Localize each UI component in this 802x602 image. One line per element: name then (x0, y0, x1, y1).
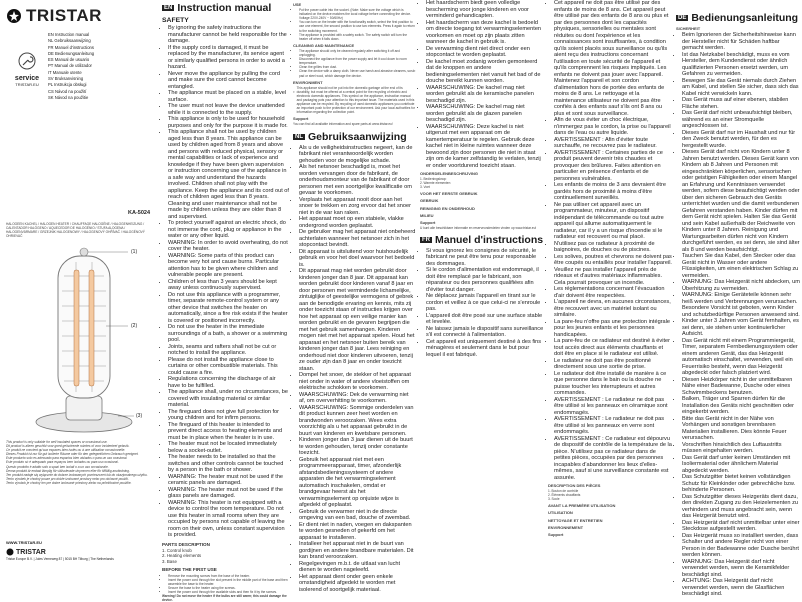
en-before-heading: BEFORE THE FIRST USE (162, 567, 217, 573)
list-item: • Insert the power cord through the available slots and then fix it by the screws. (168, 590, 289, 594)
usage-warning: Dit product is alleen geschikt voor goed geïsoleerde ruimtes of voor incidenteel gebruik. (6, 444, 130, 449)
nl-support-text: U kunt alle beschikbare informatie en reserveonderdelen vinden op www.tristar.eu! (420, 225, 537, 230)
nl-use-heading: GEBRUIK (420, 198, 439, 204)
en-environment-heading: ENVIRONMENT (293, 79, 323, 85)
list-item: • De kachel moet zodanig worden gemonteerd dat de knoppen en andere bedieningselementen niet vanuit het bad of de douche bereikt kunnen worden. (426, 59, 544, 85)
list-item: • Balken, Träger und Sparren dürfen für die Installation des Geräts nicht geschnitten oder eingekerbt werden. (682, 396, 800, 416)
list-item: • Do not use this appliance with a programmer, timer, separate remote-control system or any other device that switches the heater on automatically, since a fire risk exists if the heater is covered or positioned incorrectly. (168, 292, 289, 325)
part-item: 2. Éléments chauffants (548, 493, 581, 498)
usage-warning: This product is only suitable for well insulated spaces or occasional use. (6, 440, 108, 444)
list-item: • AVERTISSEMENT : Le radiateur ne doit pas être utilisé si les panneaux en verre sont endommagés. (554, 416, 672, 436)
list-item: • You can turn on the heater with the functionality switch, select the first position to use one element, the second position to use two elements. Press it again to return to the switching movement. (299, 20, 416, 32)
footer-brand: TRISTAR (16, 548, 46, 556)
en-support-heading: Support (293, 116, 309, 122)
part-item: 1. Bedieningsknop (420, 177, 447, 182)
list-item: • Das Schutzgitter bietet keinen vollständigen Schutz für Kleinkinder oder gebrechliche bzw. behinderte Personen. (682, 474, 800, 494)
list-item: • Dit apparaat is uitsluitend voor huishoudelijk gebruik en voor het doel waarvoor het bedoeld is. (299, 249, 416, 269)
de-safety-heading: SICHERHEIT (676, 26, 701, 31)
list-item: • Disconnect the appliance from the power supply and let it cool down to room temperature. (299, 57, 416, 65)
fr-clean-heading: NETTOYAGE ET ENTRETIEN (548, 517, 603, 523)
list-item: • Les enfants de moins de 3 ans devraient être gardés hors de proximité à moins d'être continuellement surveillés. (554, 182, 672, 202)
list-item: • Das Gerät darf unter keinen Umständen mit Isoliermaterial oder ähnlichem Material abgedeckt werden. (682, 455, 800, 475)
list-item: • Als u de veiligheidsinstructies negeert, kan de fabrikant niet verantwoordelijk worden gehouden voor de mogelijke schade. (299, 145, 416, 165)
language-item[interactable]: CS Návod na použití (48, 88, 87, 94)
en-before-list (162, 574, 289, 594)
list-item: • Veuillez ne pas installer l'appareil près de rideaux et d'autres matériaux inflammables. Cela pourrait provoquer un incendie. (554, 267, 672, 287)
language-item[interactable]: NL Gebruiksaanwijzing (48, 38, 91, 44)
list-item: • AVERTISSEMENT : Afin d'éviter toute surchauffe, ne recouvrez pas le radiateur. (554, 137, 672, 150)
part-item: 1. Bouton de contrôle (548, 489, 579, 494)
list-item: • Diesen Heizkörper nicht in der unmittelbaren Nähe einer Badewanne, Dusche oder eines Schwimmbeckens benutzen. (682, 377, 800, 397)
list-item: • WARNING: In order to avoid overheating, do not cover the heater. (168, 240, 289, 253)
nl-safety-list (293, 145, 416, 594)
model-number: KA-5024 (128, 210, 151, 216)
en-environment-text: This appliance should not be put into the domestic garbage at the end of its durability, but must be offered at a central point for the recycling of electric and electronic domestic appliances. This symbol on the appliance, instruction manual and packaging puts your attention to this important issue. The materials used in this appliance can be recycled. By recycling of used domestic appliances you contribute an important push to the protection of our environment. Ask your local authorities for information regarding the collection point. (296, 85, 415, 115)
en-clean-list (293, 49, 416, 78)
part-item: 2. Warmte elementen (420, 181, 451, 186)
nl-fr-column (420, 0, 544, 575)
list-item: • De gebruiker mag het apparaat niet onbeheerd achterlaten wanneer het netsnoer zich in het stopcontact bevindt. (299, 229, 416, 249)
usage-warning: Ten produkt nadaje się wyłącznie do dobrze izolowanych pomieszczeń lub do okazjonalnego użytku. (6, 472, 148, 477)
list-item: • Bitte das Gerät nicht in der Nähe von Vorhängen und sonstigen brennbaren Materialien installieren. Dies könnte Feuer verursachen. (682, 416, 800, 442)
usage-warning: Denna produkt är endast lämplig för välisolerade utrymmen eller för tillfällig användning. (6, 468, 130, 473)
list-item: • AVERTISSEMENT : Ce radiateur est dépourvu de dispositif de contrôle de la température de la pièce. N'utilisez pas ce radiateur dans de petites pièces, occupées par des personnes incapables d'abandonner les lieux d'elles-mêmes, sauf si une surveillance constante est assurée. (554, 436, 672, 482)
list-item: • Kinder unter 3 Jahren vom Gerät fernhalten, es sei denn, sie stehen unter kontinuierlicher Aufsicht. (682, 318, 800, 338)
en-use-list (293, 8, 416, 41)
cover-column (6, 0, 156, 575)
list-item: • Dit apparaat mag niet worden gebruikt door kinderen jonger dan 8 jaar. Dit apparaat kan worden gebruikt door kinderen vanaf 8 jaar en door personen met verminderde lichamelijke, zintuiglijke of geestelijke vermogens of gebrek aan de benodigde ervaring en kennis, mits zij onder toezicht staan of instructies krijgen over hoe het apparaat op een veilige manier kan worden gebruikt en de gevaren begrijpen die met het gebruik samenhangen. Kinderen mogen niet met het apparaat spelen. Houd het apparaat en het netsnoer buiten bereik van kinderen jonger dan 8 jaar. Lees reiniging en onderhoud niet door kinderen uitvoeren, tenzij ze ouder zijn dan 8 jaar en onder toezicht staan. (299, 268, 416, 372)
fr-support-heading: Support (548, 531, 564, 537)
list-item: • By ignoring the safety instructions the manufacturer cannot be held responsible for the damage. (168, 25, 289, 45)
list-item: • Do not use the heater in the immediate surroundings of a bath, a shower or a swimming pool. (168, 324, 289, 344)
list-item: • Kinderen jonger dan 3 jaar dienen uit de buurt te worden gehouden, tenzij onder constante toezicht. (299, 437, 416, 457)
usage-warning: Tento výrobek je vhodný pouze pro dobře izolované prostory nebo pro občasné použití. (6, 476, 129, 481)
list-item: • De verwarming dient niet direct onder een stopcontact te worden geplaatst. (426, 46, 544, 59)
list-item: • ACHTUNG: Das Heizgerät darf nicht verwendet werden, wenn die Glasflächen beschädigt sind. (682, 578, 800, 598)
list-item: • The appliance must be placed on a stable, level surface. (168, 90, 289, 103)
part-item: 3. Socle (548, 497, 560, 502)
usage-warning: Ce produit ne convient qu'aux espaces bien isolés ou à une utilisation occasionnelle. (6, 448, 126, 453)
de-column (676, 0, 800, 598)
list-item: • WARNUNG: Einige Geräteteile können sehr heiß werden und Verbrennungen verursachen. Besondere Vorsicht ist geboten, wenn Kinder und schutzbedürftige Personen anwesend sind. (682, 292, 800, 318)
fr-parts-list (548, 489, 672, 501)
list-item: • The appliance is provided with a safety switch. The safety switch will turn the heater off when it falls down. (299, 33, 416, 41)
list-item: • Regulations concerning the discharge of air have to be fulfilled. (168, 376, 289, 389)
list-item: • Put the power cable into the socket. (Note: Make sure the voltage which is indicated on the device matches the local voltage before connecting the device. Voltage 220V-240V ~ 50/60Hz) (299, 8, 416, 20)
list-item: • Afin de vous éviter un choc électrique, n'immergez pas le cordon, la prise ou l'appareil dans de l'eau ou autre liquide. (554, 117, 672, 137)
list-item: • If the supply cord is damaged, it must be replaced by the manufacturer, its service agent or similarly qualified persons in order to avoid a hazard. (168, 45, 289, 71)
en-safety-list (162, 25, 289, 539)
usage-warning: Dieses Produkt ist nur für gut isolierte Räume oder für den gelegentlichen Gebrauch geeignet. (6, 452, 139, 457)
en-parts-heading: PARTS DESCRIPTION (162, 541, 210, 547)
list-item: • Clean the device with a damp cloth. Never use harsh and abrasive cleaners, scrub pad or steel wool, which damage the device. (299, 69, 416, 77)
tristar-footer-logo-icon (6, 548, 14, 556)
list-item: • Das Heizgerät muss so installiert werden, dass Schalter und andere Regler nicht von einer Person in der Badewanne oder Dusche berührt werden können. (682, 533, 800, 559)
list-item: • WARNING: The heater must not be used if the glass panels are damaged. (168, 487, 289, 500)
list-item: • Dieses Gerät darf nur im Haushalt und nur für den Zweck benutzt werden, für den es hergestellt wurde. (682, 130, 800, 150)
en-nl-column (293, 0, 416, 593)
list-item: • Le radiateur ne doit pas être positionné directement sous une sortie de prise. (554, 358, 672, 371)
callout-1: (1) (131, 249, 138, 255)
list-item: • Het haardscherm van deze kachel is bedoeld om directe toegang tot verwarmingselementen voorkomen en moet op zijn plaats zitten wanneer de kachel in gebruik is. (426, 20, 544, 46)
list-item: • WARNUNG: Das Heizgerät darf nicht verwendet werden, wenn die Keramikfelder beschädigt sind. (682, 559, 800, 579)
list-item: • Vorschriften hinsichtlich des Luftaustritts müssen eingehalten werden. (682, 442, 800, 455)
list-item: • Als het netsnoer beschadigd is, moet het worden vervangen door de fabrikant, de onderhoudsmonteur van de fabrikant of door personen met een soortgelijke kwalificatie om gevaar te voorkomen. (299, 164, 416, 197)
list-item: • Het apparaat moet op een stabiele, vlakke ondergrond worden geplaatst. (299, 216, 416, 229)
language-item[interactable]: FR Manuel d'instructions (48, 44, 94, 50)
part-item: 3. Voet (420, 185, 430, 190)
usage-warning: Tento výrobok je vhodný len pre dobre izolované priestory alebo na príležitostné použitie. (6, 480, 132, 485)
list-item: • The heater must not be located immediately below a socket-outlet. (168, 441, 289, 454)
nl-clean-heading: REINIGING EN ONDERHOUD (420, 205, 475, 211)
language-list (48, 32, 94, 101)
service-label: service (14, 75, 40, 82)
language-item[interactable]: PT Manual de utilizador (48, 63, 92, 69)
footer-address: Tristar Europe B.V. | Jules Verneweg 87 | 5015 BH Tilburg | The Netherlands (6, 557, 114, 561)
list-item: • Het apparaat dient onder geen enkele omstandigheid afgedekt te worden met isolerend of soortgelijk materiaal. (299, 574, 416, 594)
product-label: HALOGEEN KACHEL / HALOGEN HEATER / CHAUFFAGE HALOGÈNE / HALOGENHEIZUNG / CALENTADOR HALÓGENO / AQUECEDOR DE HALOGÉNIO / STUFA ALOGENA / HALOGENVÄRMARE / GRZEJNIK HALOGENOWY / HALOGENOVÝ OHŘÍVAČ / HALOGÉNOVÝ OHRIEVAČ (6, 222, 145, 239)
list-item: • The appliance should only be cleaned regularly after switching it off and unplugging. (299, 49, 416, 57)
list-item: • Les réglementations concernant l'évacuation d'air doivent être respectées. (554, 286, 672, 299)
list-item: • Children of less than 3 years should be kept away unless continuously supervised. (168, 279, 289, 292)
list-item: • WARNUNG: Das Heizgerät nicht abdecken, um Überhitzung zu vermeiden. (682, 279, 800, 292)
list-item: • WAARSCHUWING: De kachel mag niet worden gebruikt als de keramische panelen beschadigd zijn. (426, 85, 544, 105)
part-item: 1. Control knob (162, 547, 192, 553)
service-url: TRISTAR.EU (15, 82, 39, 87)
nl-title: Gebruiksaanwijzing (308, 130, 407, 143)
en-title: Instruction manual (177, 2, 272, 14)
en-use-heading: USE (293, 2, 302, 7)
language-item[interactable]: EN Instruction manual (48, 32, 90, 37)
callout-3: (3) (136, 413, 143, 419)
list-item: • La pare-feu n'offre pas une protection intégrale pour les jeunes enfants et les personnes handicapées. (554, 319, 672, 339)
list-item: • The fireguard of this heater is intended to prevent direct access to heating elements and must be in place when the heater is in use. (168, 422, 289, 442)
list-item: • To protect yourself against an electric shock, do not immerse the cord, plug or appliance in the water or any other liquid. (168, 220, 289, 240)
list-item: • Het haardscherm biedt geen volledige bescherming voor jonge kinderen en voor verminderd gehandicapten. (426, 0, 544, 20)
fr-safety-list-continued (548, 0, 672, 481)
list-item: • Das Gerät darf nicht unbeaufsichtigt bleiben, während es an einer Stromquelle angeschlossen ist. (682, 110, 800, 130)
footer (6, 540, 156, 561)
list-item: • L'appareil doit être posé sur une surface stable et levelée. (426, 313, 544, 326)
fr-before-heading: AVANT LA PREMIÈRE UTILISATION (548, 503, 616, 509)
fr-parts-heading: DESCRIPTION DES PIÈCES (548, 483, 601, 488)
en-column (162, 0, 289, 602)
list-item: • The fireguard does not give full protection for young children and for infirm persons. (168, 409, 289, 422)
list-item: • The user must not leave the device unattended while it is connected to the supply. (168, 103, 289, 116)
language-item[interactable]: IT Manuale utente (48, 69, 82, 75)
nl-safety-list-continued (420, 0, 544, 169)
list-item: • Ne laissez jamais le dispositif sans surveillance s'il est connecté à l'alimentation. (426, 326, 544, 339)
list-item: • Le radiateur doit être installé de manière à ce que personne dans le bain ou la douche ne puisse toucher les interrupteurs et autres commandes. (554, 371, 672, 397)
list-item: • This appliance is only to be used for household purposes and only for the purpose it is made for. (168, 116, 289, 129)
list-item: • Ne déplacez jamais l'appareil en tirant sur le cordon et veillez à ce que celui-ci ne s'enroule pas. (426, 293, 544, 313)
list-item: • This appliance shall not be used by children aged less than 8 years. This appliance can be used by children aged from 8 years and above and persons with reduced physical, sensory or mental capabilities or lack of experience and knowledge if they have been given supervision or instruction concerning use of the appliance in a safe way and understand the hazards involved. Children shall not play with the appliance. Keep the appliance and its cord out of reach of children aged less than 8 years. Cleaning and user maintenance shall not be made by children unless they are older than 8 and supervised. (168, 129, 289, 220)
part-item: 3. Base (162, 558, 177, 564)
list-item: • Please do not install the appliance close to curtains or other combustible materials. This could cause a fire. (168, 357, 289, 377)
usage-warning: Este produto só é adequado para espaços bem isolados ou para uso ocasional. (6, 460, 119, 465)
list-item: • Les solives, poutres et chevrons ne doivent pas être coupés ou entaillés pour installer l'appareil. (554, 254, 672, 267)
fr-safety-list (420, 248, 544, 359)
usage-warning: Questo prodotto è adatto solo a spazi ben isolati o a un uso occasionale. (6, 464, 109, 469)
list-item: • AVERTISSEMENT : Le radiateur ne doit pas être utilisé si les panneaux en céramique sont endommagés. (554, 397, 672, 417)
list-item: • AVERTISSEMENT : Certaines parties de ce produit peuvent devenir très chaudes et provoquer des brûlures. Faites attention en particulier en présence d'enfants et de personnes vulnérables. (554, 150, 672, 183)
de-heading: DE Bedienungsanleitung (678, 12, 799, 24)
brand-header (6, 6, 156, 26)
list-item: • Tauchen Sie das Kabel, den Stecker oder das Gerät nicht in Wasser oder andere Flüssigkeiten, um einen elektrischen Schlag zu vermeiden. (682, 253, 800, 279)
nl-environment-heading: MILIEU (420, 212, 434, 218)
list-item: • Bewegen Sie das Gerät niemals durch Ziehen am Kabel, und stellen Sie sicher, dass sich das Kabel nicht verwickeln kann. (682, 78, 800, 98)
list-item: • WAARSCHUWING: De kachel mag niet worden gebruikt als de glazen panelen beschadigd zijn. (426, 104, 544, 124)
list-item: • WAARSCHUWING: Dek de verwarming niet af, om oververhitting te voorkomen. (299, 392, 416, 405)
service-wrench-icon (18, 52, 36, 70)
fr-heading: FR Manuel d'instructions (422, 233, 544, 246)
de-title: Bedienungsanleitung (691, 12, 799, 24)
list-item: • Ne pas utiliser cet appareil avec un programmateur, minuteur, un dispositif indépendant de télécommande ou tout autre appareil qui allume automatiquement le radiateur, car il y a un risque d'incendie si le radiateur est recouvert ou mal placé. (554, 202, 672, 241)
de-safety-list (676, 32, 800, 598)
list-item: • Dieses Gerät darf nicht von Kindern unter 8 Jahren benutzt werden. Dieses Gerät kann von Kindern ab 8 Jahren und Personen mit eingeschränkten körperlichen, sensorischen oder geistigen Fähigkeiten oder einem Mangel an Erfahrung und Kenntnissen verwendet werden, sofern diese beaufsichtigt werden oder über den sicheren Gebrauch des Geräts unterrichtet wurden und die damit verbundenen Gefahren verstanden haben. Kinder dürfen mit dem Gerät nicht spielen. Halten Sie das Gerät und sein Kabel außerhalb der Reichweite von Kindern unter 8 Jahren. Reinigung und Wartungsarbeiten dürfen nicht von Kindern durchgeführt werden, es sei denn, sie sind älter als 8 und werden beaufsichtigt. (682, 149, 800, 253)
usage-warning: Este producto solo es adecuado para espacios bien aislados o para un uso ocasional. (6, 456, 128, 461)
list-item: • Regelgevingen m.b.t. de uitlaat van lucht dienen te worden nageleefd. (299, 561, 416, 574)
tristar-logo-icon (6, 8, 22, 24)
list-item: • Cet appareil ne doit pas être utilisé par des enfants de moins de 8 ans. Cet appareil peut être utilisé par des enfants de 8 ans ou plus et par des personnes dont les capacités physiques, sensorielles ou mentales sont réduites ou dont l'expérience et les connaissances sont insuffisantes, à condition qu'ils soient placés sous surveillance ou qu'ils aient reçu des instructions concernant l'utilisation en toute sécurité de l'appareil et qu'ils comprennent les risques impliqués. Les enfants ne doivent pas jouer avec l'appareil. Maintenez l'appareil et son cordon d'alimentation hors de portée des enfants de moins de 8 ans. Le nettoyage et la maintenance utilisateur ne doivent pas être confiés à des enfants sauf s'ils ont 8 ans ou plus et sont sous surveillance. (554, 0, 672, 117)
nl-parts-list (420, 177, 544, 189)
list-item: • WARNING: This heater is not equipped with a device to control the room temperature. Do not use this heater in small rooms when they are occupied by persons not capable of leaving the room on their own, unless constant supervision is provided. (168, 500, 289, 539)
nl-support-heading: Support (420, 219, 436, 225)
list-item: • Joints, seams and rafters shall not be cut or notched to install the appliance. (168, 344, 289, 357)
list-item: • Das Heizgerät darf nicht unmittelbar unter einer Steckdose aufgestellt werden. (682, 520, 800, 533)
part-item: 2. Heating elements (162, 553, 202, 559)
list-item: • WARNING: Some parts of this product can become very hot and cause burns. Particular attention has to be given where children and vulnerable people are present. (168, 253, 289, 279)
list-item: • Beim Ignorieren der Sicherheitshinweise kann der Hersteller nicht für Schäden haftbar gemacht werden. (682, 32, 800, 52)
heater-illustration (24, 246, 154, 436)
list-item: • WAARSCHUWING: Deze kachel is niet uitgerust met een apparaat om de kamertemperatuur te regelen. Gebruik deze kachel niet in kleine ruimtes wanneer deze bewoond zijn door personen die niet in staat zijn om de kamer zelfstandig te verlaten, tenzij er onder voortdurend toezicht staan. (426, 124, 544, 170)
list-item: • The heater needs to be installed so that the switches and other controls cannot be touched by a person in the bath or shower. (168, 454, 289, 474)
list-item: • Verplaats het apparaat nooit door aan het snoer te trekken en zorg ervoor dat het snoer niet in de war kan raken. (299, 197, 416, 217)
en-parts-list (162, 548, 289, 564)
list-item: • WAARSCHUWING: Sommige onderdelen van dit product kunnen zeer heet worden en brandwonden veroorzaken. Wees extra voorzichtig als u het apparaat gebruikt in de buurt van kinderen en kwetsbare personen. (299, 405, 416, 438)
nl-heading: NL Gebruiksaanwijzing (295, 130, 407, 143)
service-block (6, 52, 48, 101)
fr-column (548, 0, 672, 575)
recycle-bin-icon (293, 86, 295, 98)
language-item[interactable]: PL Instrukcja obsługi (48, 82, 87, 88)
list-item: • Secure the base to the heater using the screws. (168, 586, 289, 590)
list-item: • The appliance shall, under no circumstances, be covered with insulating material or similar material. (168, 389, 289, 409)
list-item: • Dompel het snoer, de stekker of het apparaat niet onder in water of andere vloeistoffen om elektrische schokken te voorkomen. (299, 372, 416, 392)
list-item: • Gebruik de verwarmer niet in de directe omgeving van een bad, douche of zwembad. (299, 509, 416, 522)
list-item: • Si le cordon d'alimentation est endommagé, il doit être remplacé par le fabricant, son réparateur ou des personnes qualifiées afin d'éviter tout danger. (426, 267, 544, 293)
en-bulb-warning: Warning! Do not move the heater if the bulbs are still warm; this could damage the device. (162, 594, 287, 602)
en-support-text: You can find all available information and spare parts at www.tristar.eu! (293, 122, 393, 127)
list-item: • La pare-feu de ce radiateur est destiné à éviter tout accès direct aux éléments chauffants et doit être en place si le radiateur est utilisé. (554, 338, 672, 358)
list-item: • Cet appareil est uniquement destiné à des fins ménagères et seulement dans le but pour lequel il est fabriqué. (426, 339, 544, 359)
en-safety-heading: SAFETY (162, 17, 189, 24)
list-item: • WARNING: The heater must not be used if the ceramic panels are damaged. (168, 474, 289, 487)
list-item: • Das Schutzgitter dieses Heizgeräts dient dazu, den direkten Zugang zu den Heizelementen zu verhindern und muss angebracht sein, wenn das Heizgerät benutzt wird. (682, 494, 800, 520)
brand-name: TRISTAR (26, 6, 102, 25)
language-item[interactable]: SK Návod na použitie (48, 94, 89, 100)
nl-parts-heading: ONDERDELENBESCHRIJVING (420, 171, 479, 176)
list-item: • Si vous ignorez les consignes de sécurité, le fabricant ne peut être tenu pour responsable des dommages. (426, 248, 544, 268)
list-item: • Installeer het apparaat niet in de buurt van gordijnen en andere brandbare materialen. Dit kan brand veroorzaken. (299, 541, 416, 561)
language-item[interactable]: DE Bedienungsanleitung (48, 50, 95, 56)
en-clean-heading: CLEANING AND MAINTENANCE (293, 42, 355, 48)
list-item: • Remove the mounting screws from the base of the heater. (168, 574, 289, 578)
list-item: • L'appareil ne devra, en aucunes circonstances, être recouvert avec un matériel isolant ou similaire. (554, 299, 672, 319)
fr-title: Manuel d'instructions (435, 233, 544, 246)
list-item: • N'utilisez pas ce radiateur à proximité de baignoires, de douches ou de piscines. (554, 241, 672, 254)
usage-warnings (6, 440, 156, 485)
nl-before-heading: VOOR HET EERSTE GEBRUIK (420, 191, 478, 197)
list-item: • Never move the appliance by pulling the cord and make sure the cord cannot become entangled. (168, 71, 289, 91)
language-item[interactable]: ES Manual de usuario (48, 57, 90, 63)
list-item: • Insert the power cord through the slot present in the middle part of the base and then assemble the base to the heater. (168, 578, 289, 586)
list-item: • Das Gerät muss auf einer ebenen, stabilen Fläche stehen. (682, 97, 800, 110)
list-item: • Er dient niet in naden, voegen en dakspanten te worden gesneden of gekerfd om het apparaat te installeren. (299, 522, 416, 542)
fr-use-heading: UTILISATION (548, 510, 573, 516)
list-item: • Gebruik het apparaat niet met een programmeerapparaat, timer, afzonderlijk afstandsbedieningssysteem of andere apparaten die het verwarmingselement automatisch inschakelen, omdat er brandgevaar heerst als het verwarmingselement op onjuiste wijze is afgedekt of geplaatst. (299, 457, 416, 509)
list-item: • Das Gerät nicht mit einem Programmiergerät, Timer, separatem Fernbedienungssystem oder einem anderen Gerät, das das Heizgerät automatisch einschaltet, verwenden, weil ein Feuerrisiko besteht, wenn das Heizgerät abgedeckt oder falsch platziert wird. (682, 338, 800, 377)
fr-environment-heading: ENVIRONNEMENT (548, 524, 584, 530)
language-item[interactable]: SV Bruksanvisning (48, 76, 84, 82)
footer-url[interactable]: WWW.TRISTAR.EU (6, 540, 42, 545)
en-heading: EN Instruction manual (164, 2, 272, 14)
list-item: • Clean the grilles from dust. (299, 65, 416, 69)
callout-2: (2) (131, 323, 138, 329)
list-item: • Ist das Netzkabel beschädigt, muss es vom Hersteller, dem Kundendienst oder ähnlich qualifizierten Personen ersetzt werden, um Gefahren zu vermeiden. (682, 52, 800, 78)
